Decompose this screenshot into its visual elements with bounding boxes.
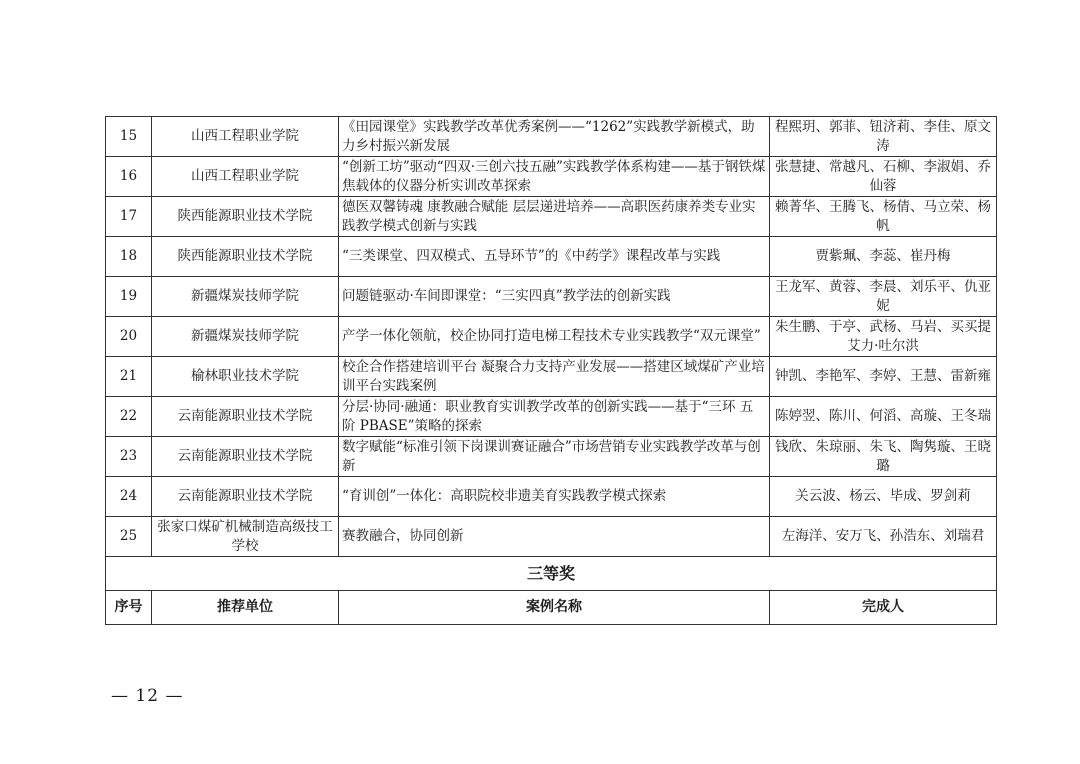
- recommending-unit: 新疆煤炭技师学院: [152, 317, 339, 357]
- table-row: [106, 317, 997, 357]
- completers: 钟凯、李艳军、李婷、王慧、雷新雍: [770, 357, 997, 397]
- completers: 朱生鹏、于亭、武杨、马岩、买买提艾力·吐尔洪: [770, 317, 997, 357]
- recommending-unit: 云南能源职业技术学院: [152, 397, 339, 437]
- recommending-unit: 山西工程职业学院: [152, 117, 339, 157]
- completers: 王龙军、黄蓉、李晨、刘乐平、仇亚妮: [770, 277, 997, 317]
- table-row: [106, 157, 997, 197]
- completers: 钱欣、朱琼丽、朱飞、陶隽璇、王晓璐: [770, 437, 997, 477]
- header-row: [106, 591, 997, 625]
- row-number: 16: [106, 157, 152, 197]
- case-name: “育训创”一体化：高职院校非遗美育实践教学模式探索: [339, 477, 770, 517]
- completers: 赖菁华、王腾飞、杨倩、马立荣、杨帆: [770, 197, 997, 237]
- case-name: 《田园课堂》实践教学改革优秀案例——“1262”实践教学新模式，助力乡村振兴新发展: [339, 117, 770, 157]
- case-name: 产学一体化领航，校企协同打造电梯工程技术专业实践教学“双元课堂”: [339, 317, 770, 357]
- table-row: [106, 477, 997, 517]
- case-name: 数字赋能“标准引领下岗课训赛证融合”市场营销专业实践教学改革与创新: [339, 437, 770, 477]
- table-row: [106, 357, 997, 397]
- header-people: 完成人: [770, 591, 997, 625]
- recommending-unit: 新疆煤炭技师学院: [152, 277, 339, 317]
- case-name: 赛教融合，协同创新: [339, 517, 770, 557]
- table-row: [106, 517, 997, 557]
- completers: 左海洋、安万飞、孙浩东、刘瑞君: [770, 517, 997, 557]
- recommending-unit: 榆林职业技术学院: [152, 357, 339, 397]
- case-name: “创新工坊”驱动“四双·三创六技五融”实践教学体系构建——基于钢铁煤焦载体的仪器分析实训改革探索: [339, 157, 770, 197]
- table-row: [106, 437, 997, 477]
- completers: 张慧捷、常越凡、石柳、李淑娟、乔仙蓉: [770, 157, 997, 197]
- recommending-unit: 陕西能源职业技术学院: [152, 197, 339, 237]
- row-number: 18: [106, 237, 152, 277]
- award-table-body: [106, 117, 997, 625]
- case-name: “三类课堂、四双模式、五导环节”的《中药学》课程改革与实践: [339, 237, 770, 277]
- case-name: 德医双馨铸魂 康教融合赋能 层层递进培养——高职医药康养类专业实践教学模式创新与实践: [339, 197, 770, 237]
- row-number: 23: [106, 437, 152, 477]
- header-unit: 推荐单位: [152, 591, 339, 625]
- table-row: [106, 117, 997, 157]
- header-no: 序号: [106, 591, 152, 625]
- completers: 贾紫珮、李蕊、崔丹梅: [770, 237, 997, 277]
- row-number: 25: [106, 517, 152, 557]
- award-table: [105, 116, 997, 625]
- table-row: [106, 397, 997, 437]
- header-name: 案例名称: [339, 591, 770, 625]
- table-row: [106, 197, 997, 237]
- recommending-unit: 山西工程职业学院: [152, 157, 339, 197]
- row-number: 19: [106, 277, 152, 317]
- table-row: [106, 277, 997, 317]
- case-name: 分层·协同·融通：职业教育实训教学改革的创新实践——基于“三环 五阶 PBASE”策略的探索: [339, 397, 770, 437]
- row-number: 24: [106, 477, 152, 517]
- case-name: 校企合作搭建培训平台 凝聚合力支持产业发展——搭建区域煤矿产业培训平台实践案例: [339, 357, 770, 397]
- section-title: 三等奖: [106, 557, 997, 591]
- row-number: 15: [106, 117, 152, 157]
- recommending-unit: 云南能源职业技术学院: [152, 477, 339, 517]
- row-number: 17: [106, 197, 152, 237]
- recommending-unit: 陕西能源职业技术学院: [152, 237, 339, 277]
- page-number: — 12 —: [111, 686, 184, 706]
- section-row: [106, 557, 997, 591]
- recommending-unit: 张家口煤矿机械制造高级技工学校: [152, 517, 339, 557]
- completers: 陈婷翌、陈川、何滔、高璇、王冬瑞: [770, 397, 997, 437]
- completers: 程熙玥、郭菲、钮济莉、李佳、原文涛: [770, 117, 997, 157]
- row-number: 20: [106, 317, 152, 357]
- completers: 关云波、杨云、毕成、罗剑莉: [770, 477, 997, 517]
- recommending-unit: 云南能源职业技术学院: [152, 437, 339, 477]
- row-number: 22: [106, 397, 152, 437]
- table-row: [106, 237, 997, 277]
- row-number: 21: [106, 357, 152, 397]
- case-name: 问题链驱动·车间即课堂：“三实四真”教学法的创新实践: [339, 277, 770, 317]
